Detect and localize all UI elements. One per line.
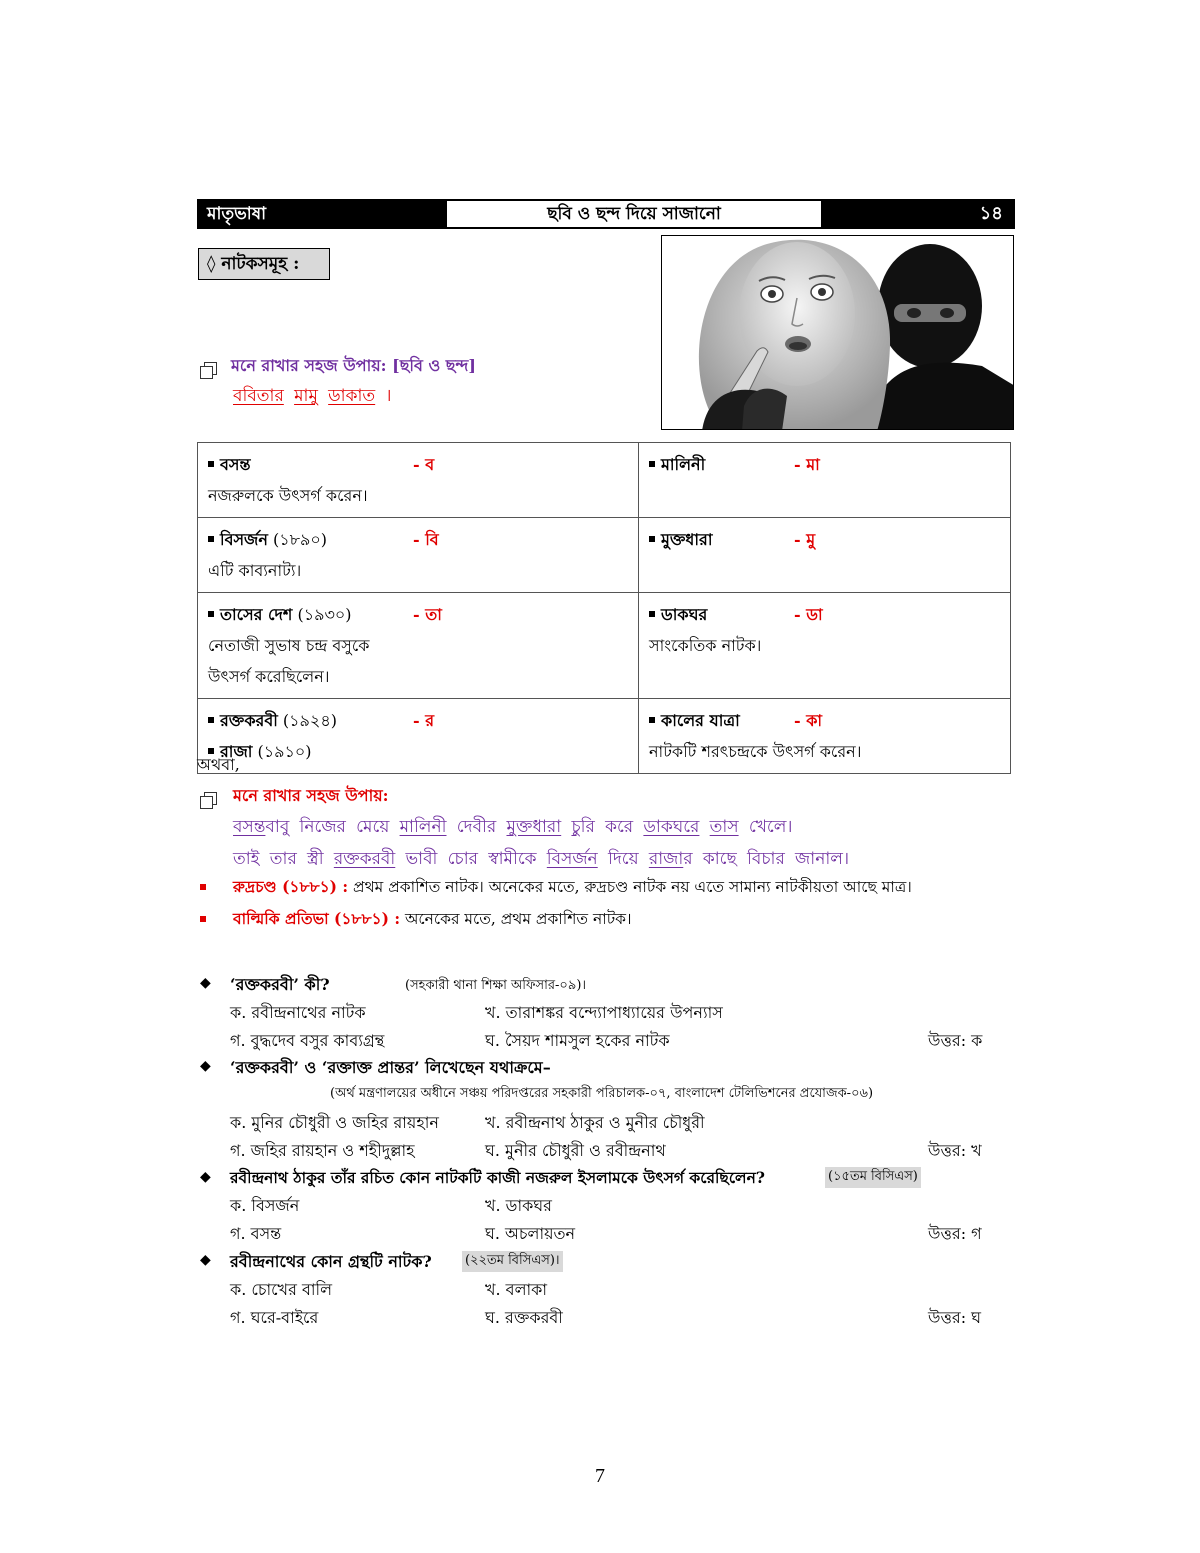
table-cell	[639, 593, 1011, 699]
option-d: ঘ. মুনীর চৌধুরী ও রবীন্দ্রনাথ	[485, 1141, 666, 1160]
mnemonic-word: বসন্ত	[233, 817, 266, 837]
mnemonic-tag: - বি	[413, 530, 439, 549]
answer: উত্তর: গ	[928, 1224, 982, 1243]
note-item	[233, 875, 912, 901]
mnemonic-word: মুক্তধারা	[506, 817, 562, 837]
play-title: কালের যাত্রা	[661, 711, 740, 730]
play-year: (১৯৩০)	[297, 605, 352, 624]
answer: উত্তর: ঘ	[928, 1308, 982, 1327]
tip1-heading: মনে রাখার সহজ উপায়: [ছবি ও ছন্দ]	[231, 356, 476, 375]
mnemonic-word: ববিতার	[233, 386, 284, 406]
mnemonic-word: তাস	[709, 817, 739, 837]
mnemonic-word: মালিনী	[399, 817, 447, 837]
mnemonic-text: দিয়ে	[597, 849, 649, 869]
tip2-line2	[233, 846, 849, 874]
mnemonic-tag: - ডা	[794, 605, 823, 624]
option-c: গ. বসন্ত	[230, 1224, 282, 1243]
mnemonic-text: র কাছে বিচার জানাল।	[683, 849, 850, 869]
play-year: (১৮৯০)	[273, 530, 328, 549]
mnemonic-word: ডাকাত	[328, 386, 376, 406]
header-subject: মাতৃভাষা	[199, 201, 447, 227]
option-b: খ. তারাশঙ্কর বন্দ্যোপাধ্যায়ের উপন্যাস	[485, 1003, 723, 1022]
mnemonic-tag: - তা	[413, 605, 442, 624]
or-text: অথবা,	[197, 755, 240, 774]
mnemonic-tag: - মু	[794, 530, 816, 549]
mnemonic-word: রাজা	[648, 849, 684, 869]
tip1-mnemonic	[233, 383, 392, 411]
answer: উত্তর: ক	[928, 1031, 983, 1050]
play-title: ডাকঘর	[661, 605, 708, 624]
header-title: ছবি ও ছন্দ দিয়ে সাজানো	[447, 201, 821, 227]
option-b: খ. ডাকঘর	[485, 1196, 552, 1215]
play-note: এটি কাব্যনাট্য।	[208, 561, 302, 580]
question-text: ‘রক্তকরবী’ কী?	[230, 975, 330, 994]
question-text: ‘রক্তকরবী’ ও ‘রক্তাক্ত প্রান্তর’ লিখেছেন যথাক্রমে–	[230, 1058, 551, 1077]
table-cell	[198, 443, 639, 518]
table-cell	[198, 699, 639, 774]
diamond-bullet-icon: ◆	[200, 1058, 211, 1074]
play-title: বসন্ত	[220, 455, 251, 474]
diamond-bullet-icon: ◆	[200, 975, 211, 991]
mnemonic-end: ।	[385, 386, 392, 406]
mnemonic-text: দেবীর	[446, 817, 507, 837]
mnemonic-word: রক্তকরবী	[333, 849, 396, 869]
question-source: (২২তম বিসিএস)।	[462, 1251, 563, 1272]
table-row	[198, 699, 1011, 774]
option-c: গ. বুদ্ধদেব বসুর কাব্যগ্রন্থ	[230, 1031, 385, 1050]
question-source: (অর্থ মন্ত্রণালয়ের অধীনে সঞ্চয় পরিদপ্তরের সহকারী পরিচালক-০৭, বাংলাদেশ টেলিভিশনের প্রযোজক-০৬)	[330, 1086, 874, 1101]
mnemonic-text: বাবু নিজের মেয়ে	[265, 817, 400, 837]
answer: উত্তর: খ	[928, 1141, 982, 1160]
plays-table	[197, 442, 1011, 774]
play-title: তাসের দেশ	[220, 605, 293, 624]
table-row	[198, 593, 1011, 699]
mnemonic-text: ে	[699, 817, 710, 837]
play-note: উৎসর্গ করেছিলেন।	[208, 667, 330, 686]
play-title: রক্তকরবী	[220, 711, 278, 730]
question-text: রবীন্দ্রনাথ ঠাকুর তাঁর রচিত কোন নাটকটি কাজী নজরুল ইসলামকে উৎসর্গ করেছিলেন?	[230, 1168, 765, 1187]
mnemonic-tag: - মা	[794, 455, 820, 474]
option-c: গ. জহির রায়হান ও শহীদুল্লাহ	[230, 1141, 415, 1160]
page-number: 7	[595, 1465, 605, 1487]
option-a: ক. রবীন্দ্রনাথের নাটক	[230, 1003, 366, 1022]
tip2-line1	[233, 814, 792, 842]
option-d: ঘ. সৈয়দ শামসুল হকের নাটক	[485, 1031, 670, 1050]
mnemonic-tag: - কা	[794, 711, 823, 730]
option-a: ক. চোখের বালি	[230, 1280, 332, 1299]
mnemonic-photo	[661, 235, 1014, 430]
question-source: (১৫তম বিসিএস)	[825, 1167, 921, 1188]
tip2-heading: মনে রাখার সহজ উপায়:	[233, 786, 389, 805]
play-title: মুক্তধারা	[661, 530, 713, 549]
option-d: ঘ. অচলায়তন	[485, 1224, 576, 1243]
option-b: খ. বলাকা	[485, 1280, 547, 1299]
mnemonic-word: ডাকঘর	[643, 817, 700, 837]
copy-icon	[200, 362, 216, 378]
question-text: রবীন্দ্রনাথের কোন গ্রন্থটি নাটক?	[230, 1252, 432, 1271]
play-year: (১৯১০)	[257, 742, 312, 761]
header-chapter-number: ১৪	[821, 201, 1013, 227]
copy-icon	[200, 792, 216, 808]
table-cell	[198, 593, 639, 699]
table-row	[198, 518, 1011, 593]
note-title: রুদ্রচণ্ড (১৮৮১) :	[233, 877, 349, 896]
play-title: বিসর্জন	[220, 530, 268, 549]
mnemonic-text: তাই তার স্ত্রী	[233, 849, 334, 869]
note-title: বাল্মিকি প্রতিভা (১৮৮১) :	[233, 909, 401, 928]
bullet-icon	[200, 916, 206, 922]
diamond-bullet-icon: ◆	[200, 1169, 211, 1185]
table-cell	[639, 518, 1011, 593]
play-title: রাজা	[220, 742, 253, 761]
play-title: মালিনী	[661, 455, 706, 474]
play-note: নেতাজী সুভাষ চন্দ্র বসুকে	[208, 636, 370, 655]
note-text: অনেকের মতে, প্রথম প্রকাশিত নাটক।	[400, 910, 632, 928]
mnemonic-text	[561, 817, 571, 837]
play-note: সাংকেতিক নাটক।	[649, 636, 762, 655]
note-item	[233, 907, 632, 933]
section-title: ◊ নাটকসমূহ :	[198, 248, 330, 280]
mnemonic-word: চু	[571, 817, 581, 837]
mnemonic-word: বিসর্জন	[546, 849, 598, 869]
diamond-bullet-icon: ◆	[200, 1252, 211, 1268]
table-cell	[639, 699, 1011, 774]
table-row	[198, 443, 1011, 518]
bullet-icon	[200, 884, 206, 890]
table-cell	[639, 443, 1011, 518]
mnemonic-tag: - ব	[413, 455, 435, 474]
option-a: ক. বিসর্জন	[230, 1196, 300, 1215]
note-text: প্রথম প্রকাশিত নাটক। অনেকের মতে, রুদ্রচণ্ড নাটক নয় এতে সামান্য নাটকীয়তা আছে মাত্র।	[348, 878, 912, 896]
question-source: (সহকারী থানা শিক্ষা অফিসার-০৯)।	[405, 978, 587, 993]
mnemonic-word: মামু	[294, 386, 318, 406]
mnemonic-tag: - র	[413, 711, 435, 730]
page-header	[197, 199, 1015, 229]
play-note: নজরুলকে উৎসর্গ করেন।	[208, 486, 368, 505]
play-note: নাটকটি শরৎচন্দ্রকে উৎসর্গ করেন।	[649, 742, 862, 761]
table-cell	[198, 518, 639, 593]
play-year: (১৯২৪)	[282, 711, 337, 730]
option-b: খ. রবীন্দ্রনাথ ঠাকুর ও মুনীর চৌধুরী	[485, 1113, 705, 1132]
mnemonic-text: রি করে	[580, 817, 644, 837]
option-a: ক. মুনির চৌধুরী ও জহির রায়হান	[230, 1113, 439, 1132]
option-c: গ. ঘরে-বাইরে	[230, 1308, 319, 1327]
mnemonic-text: খেলে।	[738, 817, 793, 837]
mnemonic-text: ভাবী চোর স্বামীকে	[395, 849, 547, 869]
option-d: ঘ. রক্তকরবী	[485, 1308, 563, 1327]
